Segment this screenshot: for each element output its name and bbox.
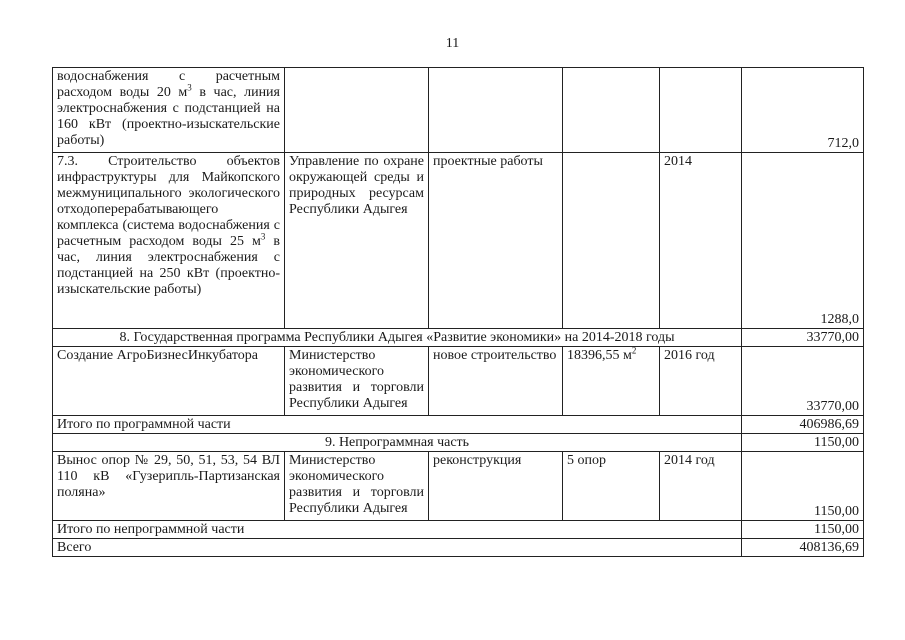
table-row	[53, 68, 864, 153]
subtotal-row	[53, 521, 864, 539]
subtotal-row	[53, 416, 864, 434]
customer-cell: Министерство экономического развития и торговли Республики Адыгея	[285, 452, 429, 521]
superscript: 2	[631, 346, 637, 356]
work-type-cell: реконструкция	[429, 452, 563, 521]
superscript: 3	[260, 231, 266, 242]
work-type-cell	[429, 68, 563, 153]
work-type-cell: новое строительство	[429, 347, 563, 416]
grand-total-row	[53, 539, 864, 557]
period-cell: 2014	[660, 153, 742, 329]
subtotal-label: Итого по программной части	[53, 416, 742, 434]
customer-cell: Министерство экономического развития и торговли Республики Адыгея	[285, 347, 429, 416]
amount-cell: 406986,69	[742, 416, 864, 434]
capacity-cell	[563, 347, 660, 416]
investment-table	[52, 67, 864, 557]
section-title: 9. Непрограммная часть	[53, 434, 742, 452]
work-type-cell: проектные работы	[429, 153, 563, 329]
period-cell: 2014 год	[660, 452, 742, 521]
amount-cell: 1150,00	[742, 452, 864, 521]
superscript: 3	[187, 82, 192, 93]
capacity-value: 18396,55 м	[567, 348, 632, 363]
amount-cell: 408136,69	[742, 539, 864, 557]
customer-cell	[285, 68, 429, 153]
customer-cell: Управление по охране окружающей среды и природных ресурсам Республики Адыгея	[285, 153, 429, 329]
table-row	[53, 452, 864, 521]
amount-cell: 33770,00	[742, 347, 864, 416]
object-name-text-cont: в час, линия электроснабжения с подстанцией на 250 кВт (проектно-изыскательские работы)	[57, 234, 280, 297]
amount-cell: 712,0	[742, 68, 864, 153]
period-cell: 2016 год	[660, 347, 742, 416]
object-name-text-cont: в час, линия электроснабжения с подстанцией на 160 кВт (проектно-изыскательские работы)	[57, 85, 280, 148]
capacity-cell	[563, 68, 660, 153]
object-name-cell: Вынос опор № 29, 50, 51, 53, 54 ВЛ 110 кВ «Гузерипль-Партизанская поляна»	[53, 452, 285, 521]
section-header-row	[53, 434, 864, 452]
grand-total-label: Всего	[53, 539, 742, 557]
section-title: 8. Государственная программа Республики Адыгея «Развитие экономики» на 2014-2018 годы	[53, 329, 742, 347]
amount-cell: 1150,00	[742, 521, 864, 539]
period-cell	[660, 68, 742, 153]
object-name-cell	[53, 153, 285, 329]
object-name-cell	[53, 68, 285, 153]
capacity-cell: 5 опор	[563, 452, 660, 521]
subtotal-label: Итого по непрограммной части	[53, 521, 742, 539]
object-name-text: водоснабжения с расчетным расходом воды 20 м	[57, 69, 280, 100]
amount-cell: 1288,0	[742, 153, 864, 329]
capacity-cell	[563, 153, 660, 329]
table-row	[53, 347, 864, 416]
object-name-cell: Создание АгроБизнесИнкубатора	[53, 347, 285, 416]
object-name-text: 7.3. Строительство объектов инфраструктуры для Майкопского межмуниципального экологического отходоперерабатывающего комплекса (система водоснабжения с расчетным расходом воды 25 м	[57, 154, 280, 249]
section-header-row	[53, 329, 864, 347]
page-number: 11	[445, 36, 460, 51]
table-row	[53, 153, 864, 329]
amount-cell: 33770,00	[742, 329, 864, 347]
amount-cell: 1150,00	[742, 434, 864, 452]
